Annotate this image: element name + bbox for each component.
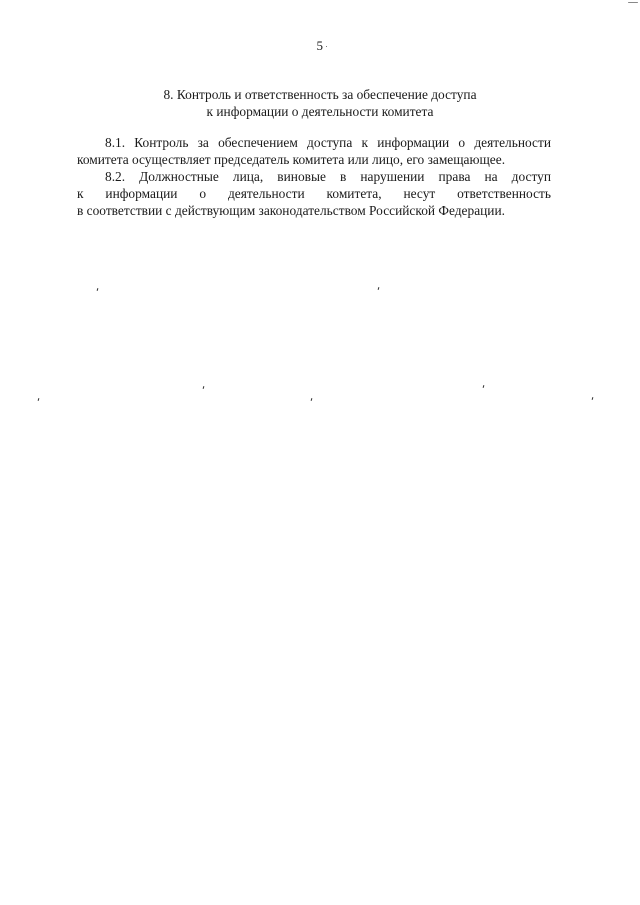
scan-speck bbox=[97, 288, 99, 291]
paragraph-8-2-line-2: к информации о деятельности комитета, несут ответственность bbox=[77, 186, 551, 201]
scan-speck bbox=[378, 287, 380, 290]
scan-speck bbox=[326, 46, 327, 47]
scan-speck bbox=[203, 386, 205, 389]
paragraph-8-1 bbox=[77, 134, 551, 168]
section-body bbox=[77, 134, 551, 219]
scan-speck bbox=[483, 385, 485, 388]
paragraph-8-1-line-2: комитета осуществляет председатель комитета или лицо, его замещающее. bbox=[77, 152, 506, 167]
paragraph-8-2 bbox=[77, 168, 551, 219]
scan-speck bbox=[311, 398, 313, 401]
page-number: 5 bbox=[316, 38, 324, 53]
scan-speck bbox=[592, 397, 594, 400]
section-title-line-2: к информации о деятельности комитета bbox=[206, 104, 434, 119]
section-title-line-1: 8. Контроль и ответственность за обеспечение доступа bbox=[163, 87, 477, 102]
section-title bbox=[100, 86, 540, 120]
scan-speck bbox=[38, 398, 40, 401]
scan-speck bbox=[628, 2, 638, 3]
paragraph-8-1-line-1: 8.1. Контроль за обеспечением доступа к информации о деятельности bbox=[105, 135, 551, 150]
paragraph-8-2-line-1: 8.2. Должностные лица, виновые в нарушении права на доступ bbox=[105, 169, 551, 184]
paragraph-8-2-line-3: в соответствии с действующим законодательством Российской Федерации. bbox=[77, 203, 505, 218]
